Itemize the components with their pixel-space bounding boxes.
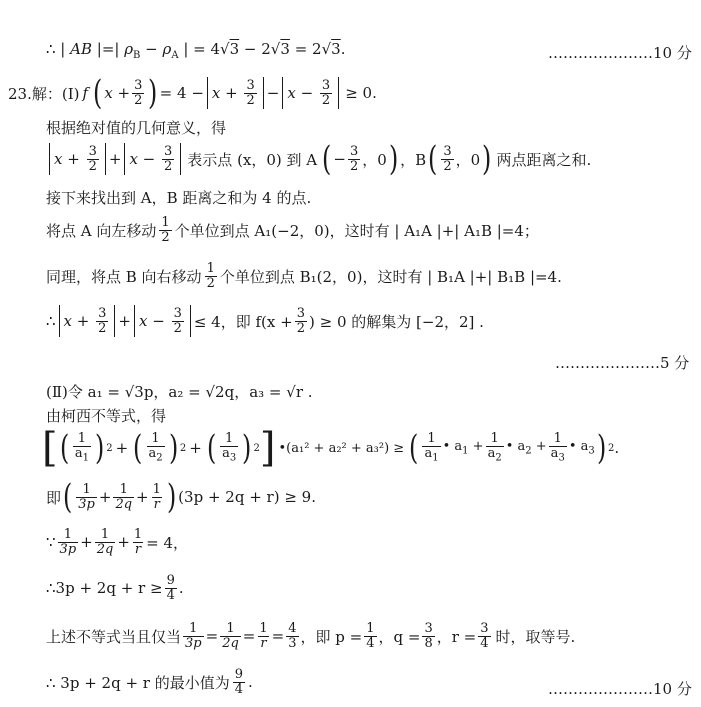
frac-half-b: $\frac{1}{2}$	[206, 261, 215, 291]
frac-b: $\frac{3}{2}$	[443, 143, 452, 174]
p2-end: 两点距离之和.	[496, 150, 592, 169]
p5a: 同理，将点 B 向右移动	[46, 267, 202, 286]
frac-1-a1: $\frac{1}{a_1}$	[74, 431, 90, 464]
p12b: .	[178, 579, 184, 598]
bracket-close: ]	[259, 425, 276, 471]
frac-3-2: $\frac{3}{2}$	[134, 77, 143, 108]
plus-sign: +	[108, 150, 122, 168]
p3: 接下来找出到 A，B 距离之和为 4 的点.	[46, 189, 312, 207]
p12a: ∴3p + 2q + r ≥	[46, 579, 163, 598]
p10a: 即	[46, 488, 62, 507]
paren-a-open: (	[322, 139, 332, 179]
score-5: …………………5 分	[555, 354, 690, 372]
abs-x-minus-3: x − $\frac{3}{2}$	[134, 305, 191, 337]
ab-expression: ∴ | AB |=| $\rho_B - \rho_A$ | = 4√3 − 2√3 = 2√3.	[46, 40, 346, 61]
p11b: = 4，	[146, 533, 189, 552]
minus-sign: −	[266, 84, 280, 102]
p13b: ，即 p =	[300, 627, 363, 646]
frac-1-a2: $\frac{1}{a_2}$	[148, 431, 163, 464]
p7: (Ⅱ)令 a₁ = √3p，a₂ = √2q，a₃ = √r .	[46, 383, 313, 401]
abs-x-plus: x + $\frac{3}{2}$	[207, 77, 264, 109]
p11: ∵ $\frac{1}{3p}$ + $\frac{1}{2q}$ + $\frac{1}{r}$ = 4，	[46, 527, 189, 557]
paren-b-close: )	[482, 139, 492, 179]
geq-zero: ≥ 0.	[345, 84, 377, 102]
abs-x-plus-2: x + $\frac{3}{2}$	[49, 143, 106, 175]
paren-open: (	[93, 73, 103, 113]
p6-tail: ≤ 4，即 f(x +	[193, 312, 293, 331]
paren-a-close: )	[388, 139, 399, 179]
p13a: 上述不等式当且仅当	[46, 627, 182, 646]
p14a: ∴ 3p + 2q + r 的最小值为	[46, 673, 230, 692]
line-ab-distance	[46, 40, 345, 61]
plus-sign-6: +	[118, 312, 131, 331]
paren-b-open: (	[428, 139, 438, 179]
p14: ∴ 3p + 2q + r 的最小值为 $\frac{9}{4}$ .	[46, 667, 253, 697]
comma-zero-a: ，0	[362, 150, 387, 169]
abs-x-minus: x − $\frac{3}{2}$	[282, 77, 339, 109]
p9-cauchy: [ ( $\frac{1}{a_1}$ ) 2 + ( $\frac{1}{a_2}$ ) 2 + ( $\frac{1}{a_3}$ ) 2 ] •(a₁² + a₂² + a₃²) ≥ ( $\frac{1}{a_1}$ • $a_1$ + $\frac{1}{a_2}$ • $a_2$ + $\frac{1}{a_3}$ • $a_3$ ) 2 .	[42, 425, 620, 471]
bracket-open: [	[42, 425, 58, 471]
frac-half-a: $\frac{1}{2}$	[161, 215, 170, 245]
f-symbol: f	[82, 84, 89, 102]
p2-b: ，B	[400, 150, 427, 169]
p2-tail: 表示点 (x，0) 到 A	[187, 150, 318, 169]
eq-4-minus: = 4 −	[159, 84, 204, 102]
p9-mid: •(a₁² + a₂² + a₃²) ≥	[278, 440, 405, 456]
paren-close: )	[148, 73, 158, 113]
abs-x-plus-3: x + $\frac{3}{2}$	[59, 305, 116, 337]
frac-6: $\frac{3}{2}$	[296, 306, 305, 336]
p2	[46, 139, 594, 179]
frac-a: $\frac{3}{2}$	[350, 143, 359, 174]
p6	[46, 305, 484, 337]
p13d: ，r =	[436, 627, 477, 646]
p4b: 个单位到点 A₁(−2，0)，这时有 | A₁A |+| A₁B |=4；	[174, 221, 539, 240]
abs-x-minus-2: x − $\frac{3}{2}$	[124, 143, 181, 175]
p10: 即 ( $\frac{1}{3p}$ + $\frac{1}{2q}$ + $\frac{1}{r}$ ) (3p + 2q + r) ≥ 9.	[46, 477, 316, 517]
p13: 上述不等式当且仅当 $\frac{1}{3p}$ = $\frac{1}{2q}$ = $\frac{1}{r}$ = $\frac{4}{3}$ ，即 p = $\frac{1}{4}$ ，q = $\frac{3}{8}$ ，r = $\frac{3}{4}$ 时，取等号.	[46, 621, 576, 651]
p4	[46, 216, 539, 244]
p1: 根据绝对值的几何意义，得	[46, 119, 227, 137]
therefore-6: ∴	[46, 312, 56, 331]
p14b: .	[248, 673, 253, 692]
p4a: 将点 A 向左移动	[46, 221, 157, 240]
p5	[46, 262, 562, 290]
x-var: x +	[104, 84, 131, 102]
p6-end: ) ≥ 0 的解集为 [−2，2] .	[308, 312, 484, 331]
p5b: 个单位到点 B₁(2，0)，这时有 | B₁A |+| B₁B |=4.	[219, 267, 562, 286]
minus-a: −	[333, 150, 346, 168]
because: ∵	[46, 533, 56, 552]
frac-1-a3: $\frac{1}{a_3}$	[222, 431, 237, 464]
score-10-bottom: …………………10 分	[548, 680, 692, 698]
p10b: (3p + 2q + r) ≥ 9.	[178, 488, 316, 506]
p8: 由柯西不等式，得	[46, 407, 167, 425]
q23-label: 23.解：(Ⅰ)	[8, 84, 80, 103]
comma-zero-b: ，0	[455, 150, 481, 169]
score-10-top: …………………10 分	[548, 44, 692, 62]
q23-heading	[8, 73, 380, 113]
p13c: ，q =	[378, 627, 421, 646]
p13e: 时，取等号.	[495, 627, 576, 646]
p12: ∴3p + 2q + r ≥ $\frac{9}{4}$ .	[46, 573, 184, 603]
